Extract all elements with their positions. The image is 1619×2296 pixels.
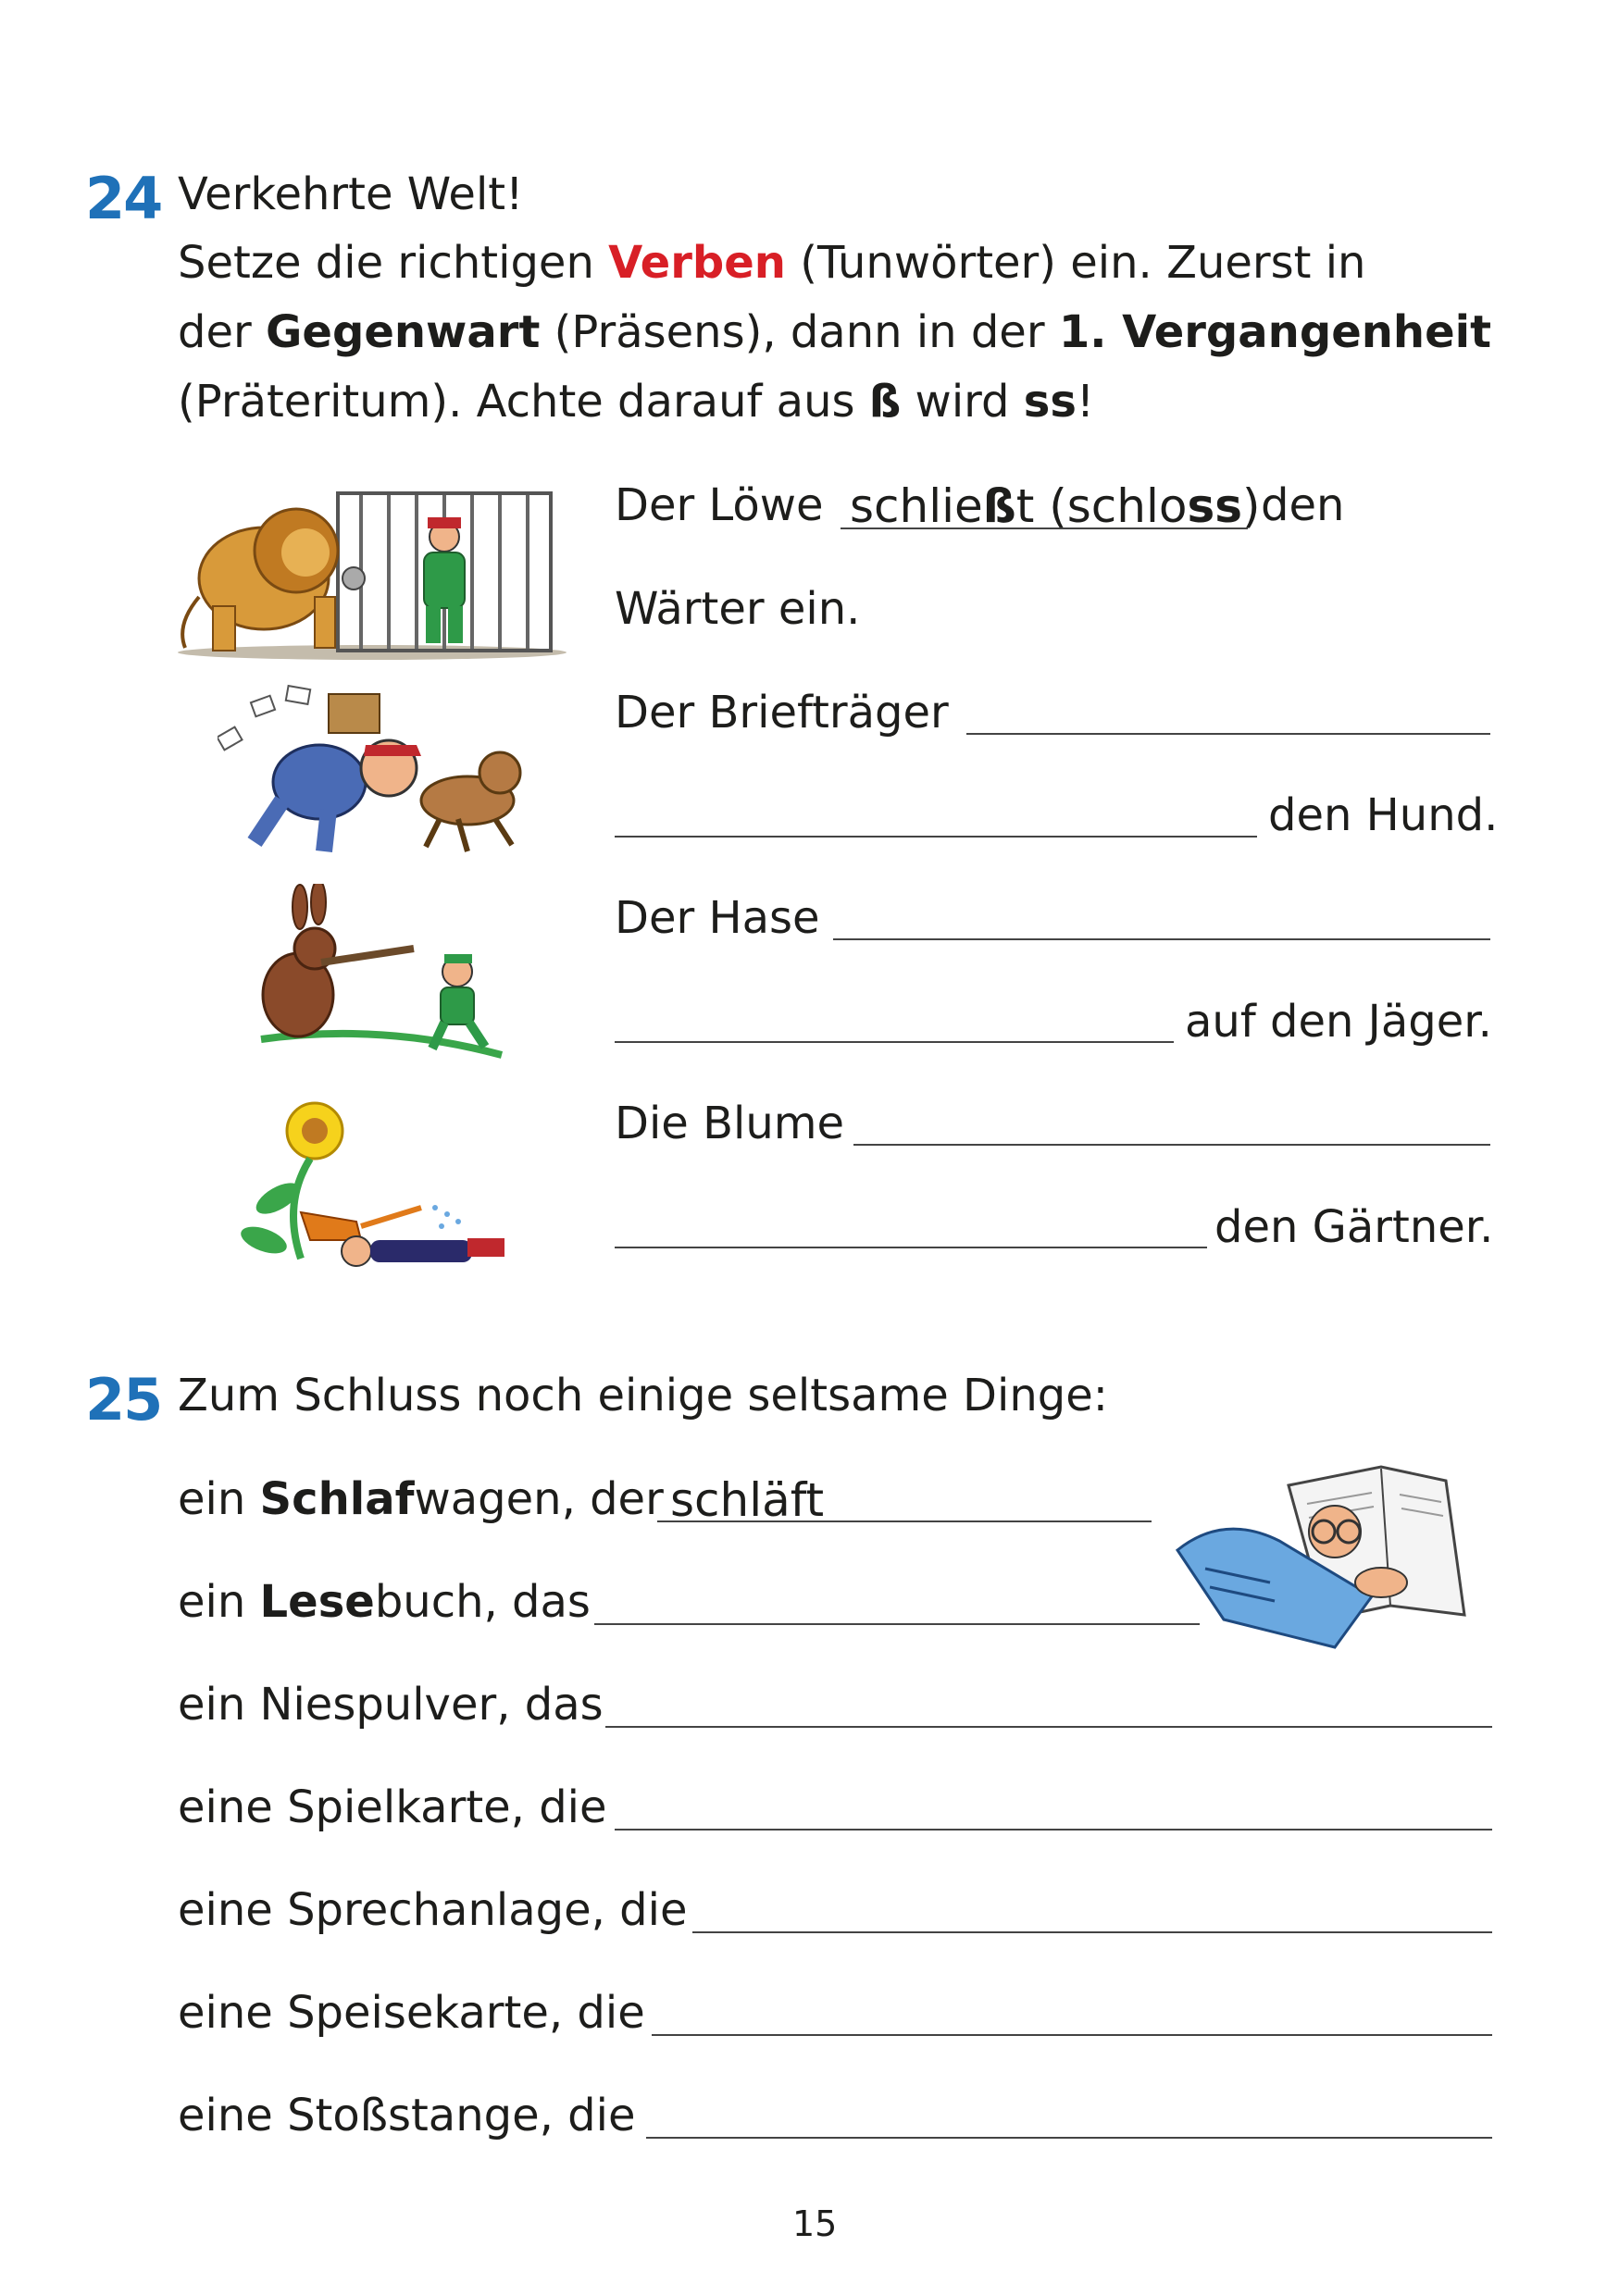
sentence-2-start: Der Briefträger [615, 687, 949, 738]
item-3-prompt: ein Niespulver, das [178, 1679, 604, 1731]
item-5-prompt: eine Sprechanlage, die [178, 1884, 688, 1936]
newspaper-reader-illustration [1168, 1458, 1501, 1652]
lion-cage-illustration [176, 486, 569, 680]
item-7-prompt: eine Stoßstange, die [178, 2090, 636, 2141]
task-24-title: Verkehrte Welt! [178, 168, 524, 220]
task-24-instruction-line1: Setze die richtigen Verben (Tunwörter) ein. Zuerst in [178, 237, 1366, 289]
task-25-number: 25 [85, 1366, 162, 1433]
hare-hunter-illustration [243, 884, 511, 1060]
sentence-1-start: Der Löwe [615, 479, 824, 531]
item-1-prompt: ein Schlafwagen, der [178, 1473, 664, 1525]
sentence-4-answer-line-2[interactable] [615, 1247, 1207, 1248]
item-4-answer-line[interactable] [615, 1829, 1492, 1831]
item-7-answer-line[interactable] [646, 2137, 1492, 2139]
sentence-4-end: den Gärtner. [1214, 1201, 1494, 1253]
sentence-4-answer-line-1[interactable] [853, 1144, 1490, 1146]
sentence-2-answer-line-2[interactable] [615, 836, 1257, 838]
sentence-1-answer-line[interactable] [841, 527, 1248, 529]
sentence-1-line2: Wärter ein. [615, 583, 861, 635]
sentence-3-answer-line-2[interactable] [615, 1041, 1174, 1043]
sentence-2-answer-line-1[interactable] [966, 733, 1490, 735]
sentence-3-end: auf den Jäger. [1185, 996, 1492, 1048]
sentence-1-answer: schließt (schloss) [850, 479, 1261, 533]
item-4-prompt: eine Spielkarte, die [178, 1781, 607, 1833]
flower-gardener-illustration [236, 1092, 523, 1268]
item-3-answer-line[interactable] [605, 1726, 1492, 1728]
sentence-3-start: Der Hase [615, 892, 820, 944]
sentence-2-end: den Hund. [1268, 789, 1499, 841]
item-2-answer-line[interactable] [594, 1623, 1200, 1625]
item-1-answer: schläft [670, 1473, 825, 1527]
item-2-prompt: ein Lesebuch, das [178, 1576, 591, 1628]
item-6-prompt: eine Speisekarte, die [178, 1987, 645, 2039]
item-5-answer-line[interactable] [692, 1931, 1492, 1933]
sentence-1-end: den [1261, 479, 1345, 531]
page-number: 15 [792, 2203, 838, 2244]
postman-dog-illustration [218, 680, 523, 856]
task-25-title: Zum Schluss noch einige seltsame Dinge: [178, 1370, 1108, 1421]
task-24-instruction-line3: (Präteritum). Achte darauf aus ß wird ss! [178, 376, 1095, 428]
task-24-number: 24 [85, 165, 162, 232]
task-24-instruction-line2: der Gegenwart (Präsens), dann in der 1. Vergangenheit [178, 306, 1492, 358]
sentence-3-answer-line-1[interactable] [833, 938, 1490, 940]
sentence-4-start: Die Blume [615, 1098, 845, 1149]
item-6-answer-line[interactable] [652, 2034, 1492, 2036]
item-1-answer-line[interactable] [657, 1520, 1152, 1522]
